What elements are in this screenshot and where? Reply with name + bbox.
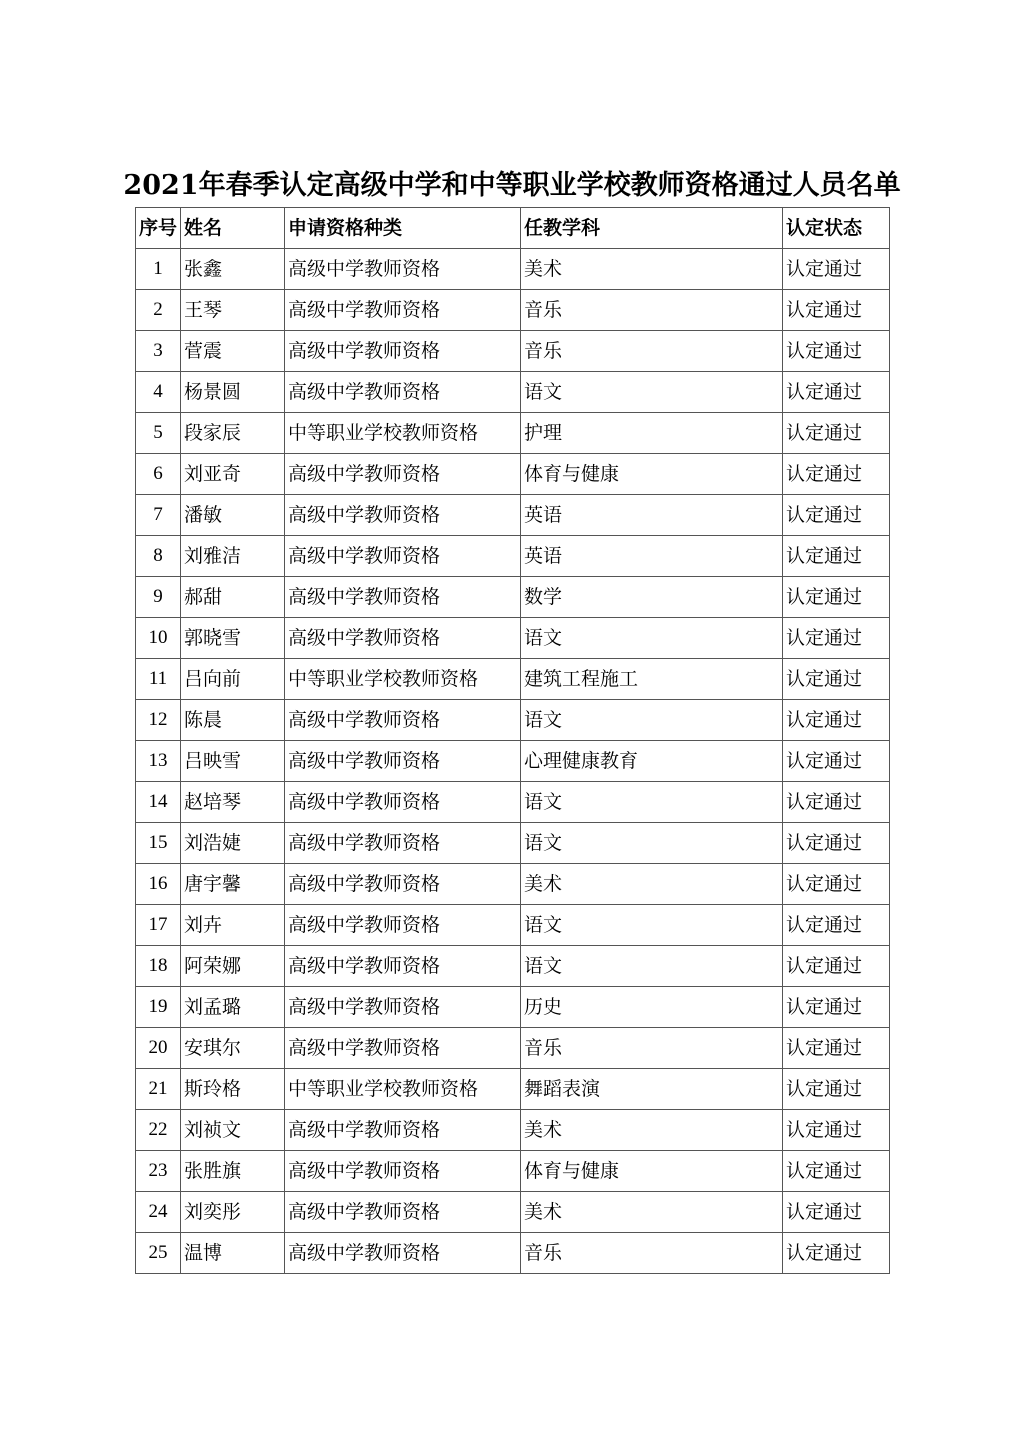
cell-status: 认定通过	[783, 905, 890, 946]
cell-status: 认定通过	[783, 454, 890, 495]
cell-subject: 音乐	[521, 331, 783, 372]
cell-index: 3	[136, 331, 181, 372]
cell-index: 13	[136, 741, 181, 782]
table-row	[136, 864, 890, 905]
cell-status: 认定通过	[783, 290, 890, 331]
cell-qualification: 中等职业学校教师资格	[285, 1069, 521, 1110]
cell-index: 21	[136, 1069, 181, 1110]
column-header-qualification: 申请资格种类	[285, 208, 521, 249]
cell-subject: 语文	[521, 618, 783, 659]
cell-subject: 语文	[521, 700, 783, 741]
table-row	[136, 1151, 890, 1192]
table-row	[136, 1028, 890, 1069]
cell-status: 认定通过	[783, 618, 890, 659]
table-row	[136, 372, 890, 413]
cell-qualification: 高级中学教师资格	[285, 741, 521, 782]
cell-qualification: 高级中学教师资格	[285, 454, 521, 495]
table-row	[136, 1110, 890, 1151]
cell-qualification: 高级中学教师资格	[285, 331, 521, 372]
cell-name: 段家辰	[181, 413, 285, 454]
table-body	[136, 249, 890, 1274]
table-row	[136, 249, 890, 290]
cell-status: 认定通过	[783, 1192, 890, 1233]
cell-name: 郝甜	[181, 577, 285, 618]
cell-index: 8	[136, 536, 181, 577]
cell-subject: 数学	[521, 577, 783, 618]
cell-status: 认定通过	[783, 700, 890, 741]
cell-subject: 心理健康教育	[521, 741, 783, 782]
cell-name: 刘雅洁	[181, 536, 285, 577]
table-row	[136, 741, 890, 782]
column-header-index: 序号	[136, 208, 181, 249]
cell-index: 18	[136, 946, 181, 987]
cell-subject: 英语	[521, 495, 783, 536]
cell-name: 陈晨	[181, 700, 285, 741]
cell-index: 17	[136, 905, 181, 946]
cell-index: 6	[136, 454, 181, 495]
cell-subject: 美术	[521, 1110, 783, 1151]
cell-subject: 音乐	[521, 290, 783, 331]
cell-subject: 舞蹈表演	[521, 1069, 783, 1110]
cell-name: 阿荣娜	[181, 946, 285, 987]
table-row	[136, 700, 890, 741]
cell-qualification: 高级中学教师资格	[285, 987, 521, 1028]
cell-name: 吕向前	[181, 659, 285, 700]
cell-qualification: 高级中学教师资格	[285, 618, 521, 659]
cell-name: 菅震	[181, 331, 285, 372]
table-row	[136, 905, 890, 946]
table-row	[136, 946, 890, 987]
cell-subject: 体育与健康	[521, 1151, 783, 1192]
cell-index: 15	[136, 823, 181, 864]
cell-subject: 音乐	[521, 1028, 783, 1069]
cell-qualification: 高级中学教师资格	[285, 1233, 521, 1274]
cell-name: 刘祯文	[181, 1110, 285, 1151]
results-table	[135, 207, 890, 1274]
cell-index: 23	[136, 1151, 181, 1192]
cell-name: 安琪尔	[181, 1028, 285, 1069]
cell-status: 认定通过	[783, 1233, 890, 1274]
cell-subject: 语文	[521, 823, 783, 864]
document-title: 2021年春季认定高级中学和中等职业学校教师资格通过人员名单	[123, 170, 901, 201]
cell-name: 唐宇馨	[181, 864, 285, 905]
cell-name: 潘敏	[181, 495, 285, 536]
table-row	[136, 659, 890, 700]
cell-subject: 英语	[521, 536, 783, 577]
cell-status: 认定通过	[783, 1069, 890, 1110]
cell-status: 认定通过	[783, 782, 890, 823]
table-row	[136, 290, 890, 331]
cell-name: 斯玲格	[181, 1069, 285, 1110]
cell-subject: 美术	[521, 249, 783, 290]
cell-index: 7	[136, 495, 181, 536]
cell-qualification: 高级中学教师资格	[285, 372, 521, 413]
cell-name: 刘亚奇	[181, 454, 285, 495]
cell-qualification: 高级中学教师资格	[285, 1110, 521, 1151]
table-row	[136, 413, 890, 454]
cell-index: 19	[136, 987, 181, 1028]
cell-qualification: 高级中学教师资格	[285, 946, 521, 987]
column-header-status: 认定状态	[783, 208, 890, 249]
cell-qualification: 高级中学教师资格	[285, 1192, 521, 1233]
cell-subject: 历史	[521, 987, 783, 1028]
column-header-name: 姓名	[181, 208, 285, 249]
cell-name: 温博	[181, 1233, 285, 1274]
cell-status: 认定通过	[783, 864, 890, 905]
cell-index: 20	[136, 1028, 181, 1069]
cell-status: 认定通过	[783, 1028, 890, 1069]
cell-subject: 建筑工程施工	[521, 659, 783, 700]
cell-index: 4	[136, 372, 181, 413]
table-row	[136, 987, 890, 1028]
cell-subject: 美术	[521, 864, 783, 905]
cell-status: 认定通过	[783, 331, 890, 372]
cell-name: 王琴	[181, 290, 285, 331]
cell-qualification: 高级中学教师资格	[285, 1151, 521, 1192]
cell-subject: 语文	[521, 905, 783, 946]
header-row	[136, 208, 890, 249]
cell-subject: 语文	[521, 372, 783, 413]
cell-subject: 语文	[521, 782, 783, 823]
table-row	[136, 618, 890, 659]
cell-status: 认定通过	[783, 987, 890, 1028]
cell-qualification: 高级中学教师资格	[285, 495, 521, 536]
cell-name: 张胜旗	[181, 1151, 285, 1192]
table-row	[136, 577, 890, 618]
table-row	[136, 1069, 890, 1110]
cell-name: 杨景圆	[181, 372, 285, 413]
table-header	[136, 208, 890, 249]
cell-status: 认定通过	[783, 659, 890, 700]
cell-index: 2	[136, 290, 181, 331]
cell-status: 认定通过	[783, 823, 890, 864]
cell-status: 认定通过	[783, 946, 890, 987]
cell-status: 认定通过	[783, 1151, 890, 1192]
cell-qualification: 高级中学教师资格	[285, 577, 521, 618]
table-row	[136, 495, 890, 536]
cell-index: 1	[136, 249, 181, 290]
table-row	[136, 331, 890, 372]
cell-subject: 美术	[521, 1192, 783, 1233]
cell-index: 22	[136, 1110, 181, 1151]
cell-qualification: 高级中学教师资格	[285, 823, 521, 864]
cell-qualification: 高级中学教师资格	[285, 905, 521, 946]
cell-subject: 护理	[521, 413, 783, 454]
cell-qualification: 高级中学教师资格	[285, 864, 521, 905]
cell-qualification: 高级中学教师资格	[285, 536, 521, 577]
cell-index: 11	[136, 659, 181, 700]
table-row	[136, 782, 890, 823]
cell-status: 认定通过	[783, 495, 890, 536]
cell-index: 14	[136, 782, 181, 823]
cell-index: 10	[136, 618, 181, 659]
cell-name: 吕映雪	[181, 741, 285, 782]
cell-index: 9	[136, 577, 181, 618]
cell-name: 刘浩婕	[181, 823, 285, 864]
cell-subject: 语文	[521, 946, 783, 987]
cell-subject: 音乐	[521, 1233, 783, 1274]
table-row	[136, 1233, 890, 1274]
cell-qualification: 高级中学教师资格	[285, 290, 521, 331]
cell-subject: 体育与健康	[521, 454, 783, 495]
table-row	[136, 454, 890, 495]
cell-name: 张鑫	[181, 249, 285, 290]
cell-qualification: 高级中学教师资格	[285, 700, 521, 741]
cell-index: 16	[136, 864, 181, 905]
column-header-subject: 任教学科	[521, 208, 783, 249]
cell-status: 认定通过	[783, 741, 890, 782]
table-row	[136, 823, 890, 864]
cell-status: 认定通过	[783, 1110, 890, 1151]
table-row	[136, 1192, 890, 1233]
cell-name: 赵培琴	[181, 782, 285, 823]
cell-qualification: 中等职业学校教师资格	[285, 413, 521, 454]
cell-name: 刘孟璐	[181, 987, 285, 1028]
cell-index: 25	[136, 1233, 181, 1274]
table-row	[136, 536, 890, 577]
cell-name: 郭晓雪	[181, 618, 285, 659]
cell-status: 认定通过	[783, 577, 890, 618]
cell-index: 12	[136, 700, 181, 741]
cell-status: 认定通过	[783, 413, 890, 454]
cell-status: 认定通过	[783, 372, 890, 413]
cell-qualification: 高级中学教师资格	[285, 782, 521, 823]
cell-qualification: 高级中学教师资格	[285, 1028, 521, 1069]
cell-qualification: 高级中学教师资格	[285, 249, 521, 290]
cell-name: 刘奕彤	[181, 1192, 285, 1233]
cell-index: 5	[136, 413, 181, 454]
cell-status: 认定通过	[783, 249, 890, 290]
cell-qualification: 中等职业学校教师资格	[285, 659, 521, 700]
cell-index: 24	[136, 1192, 181, 1233]
cell-status: 认定通过	[783, 536, 890, 577]
cell-name: 刘卉	[181, 905, 285, 946]
